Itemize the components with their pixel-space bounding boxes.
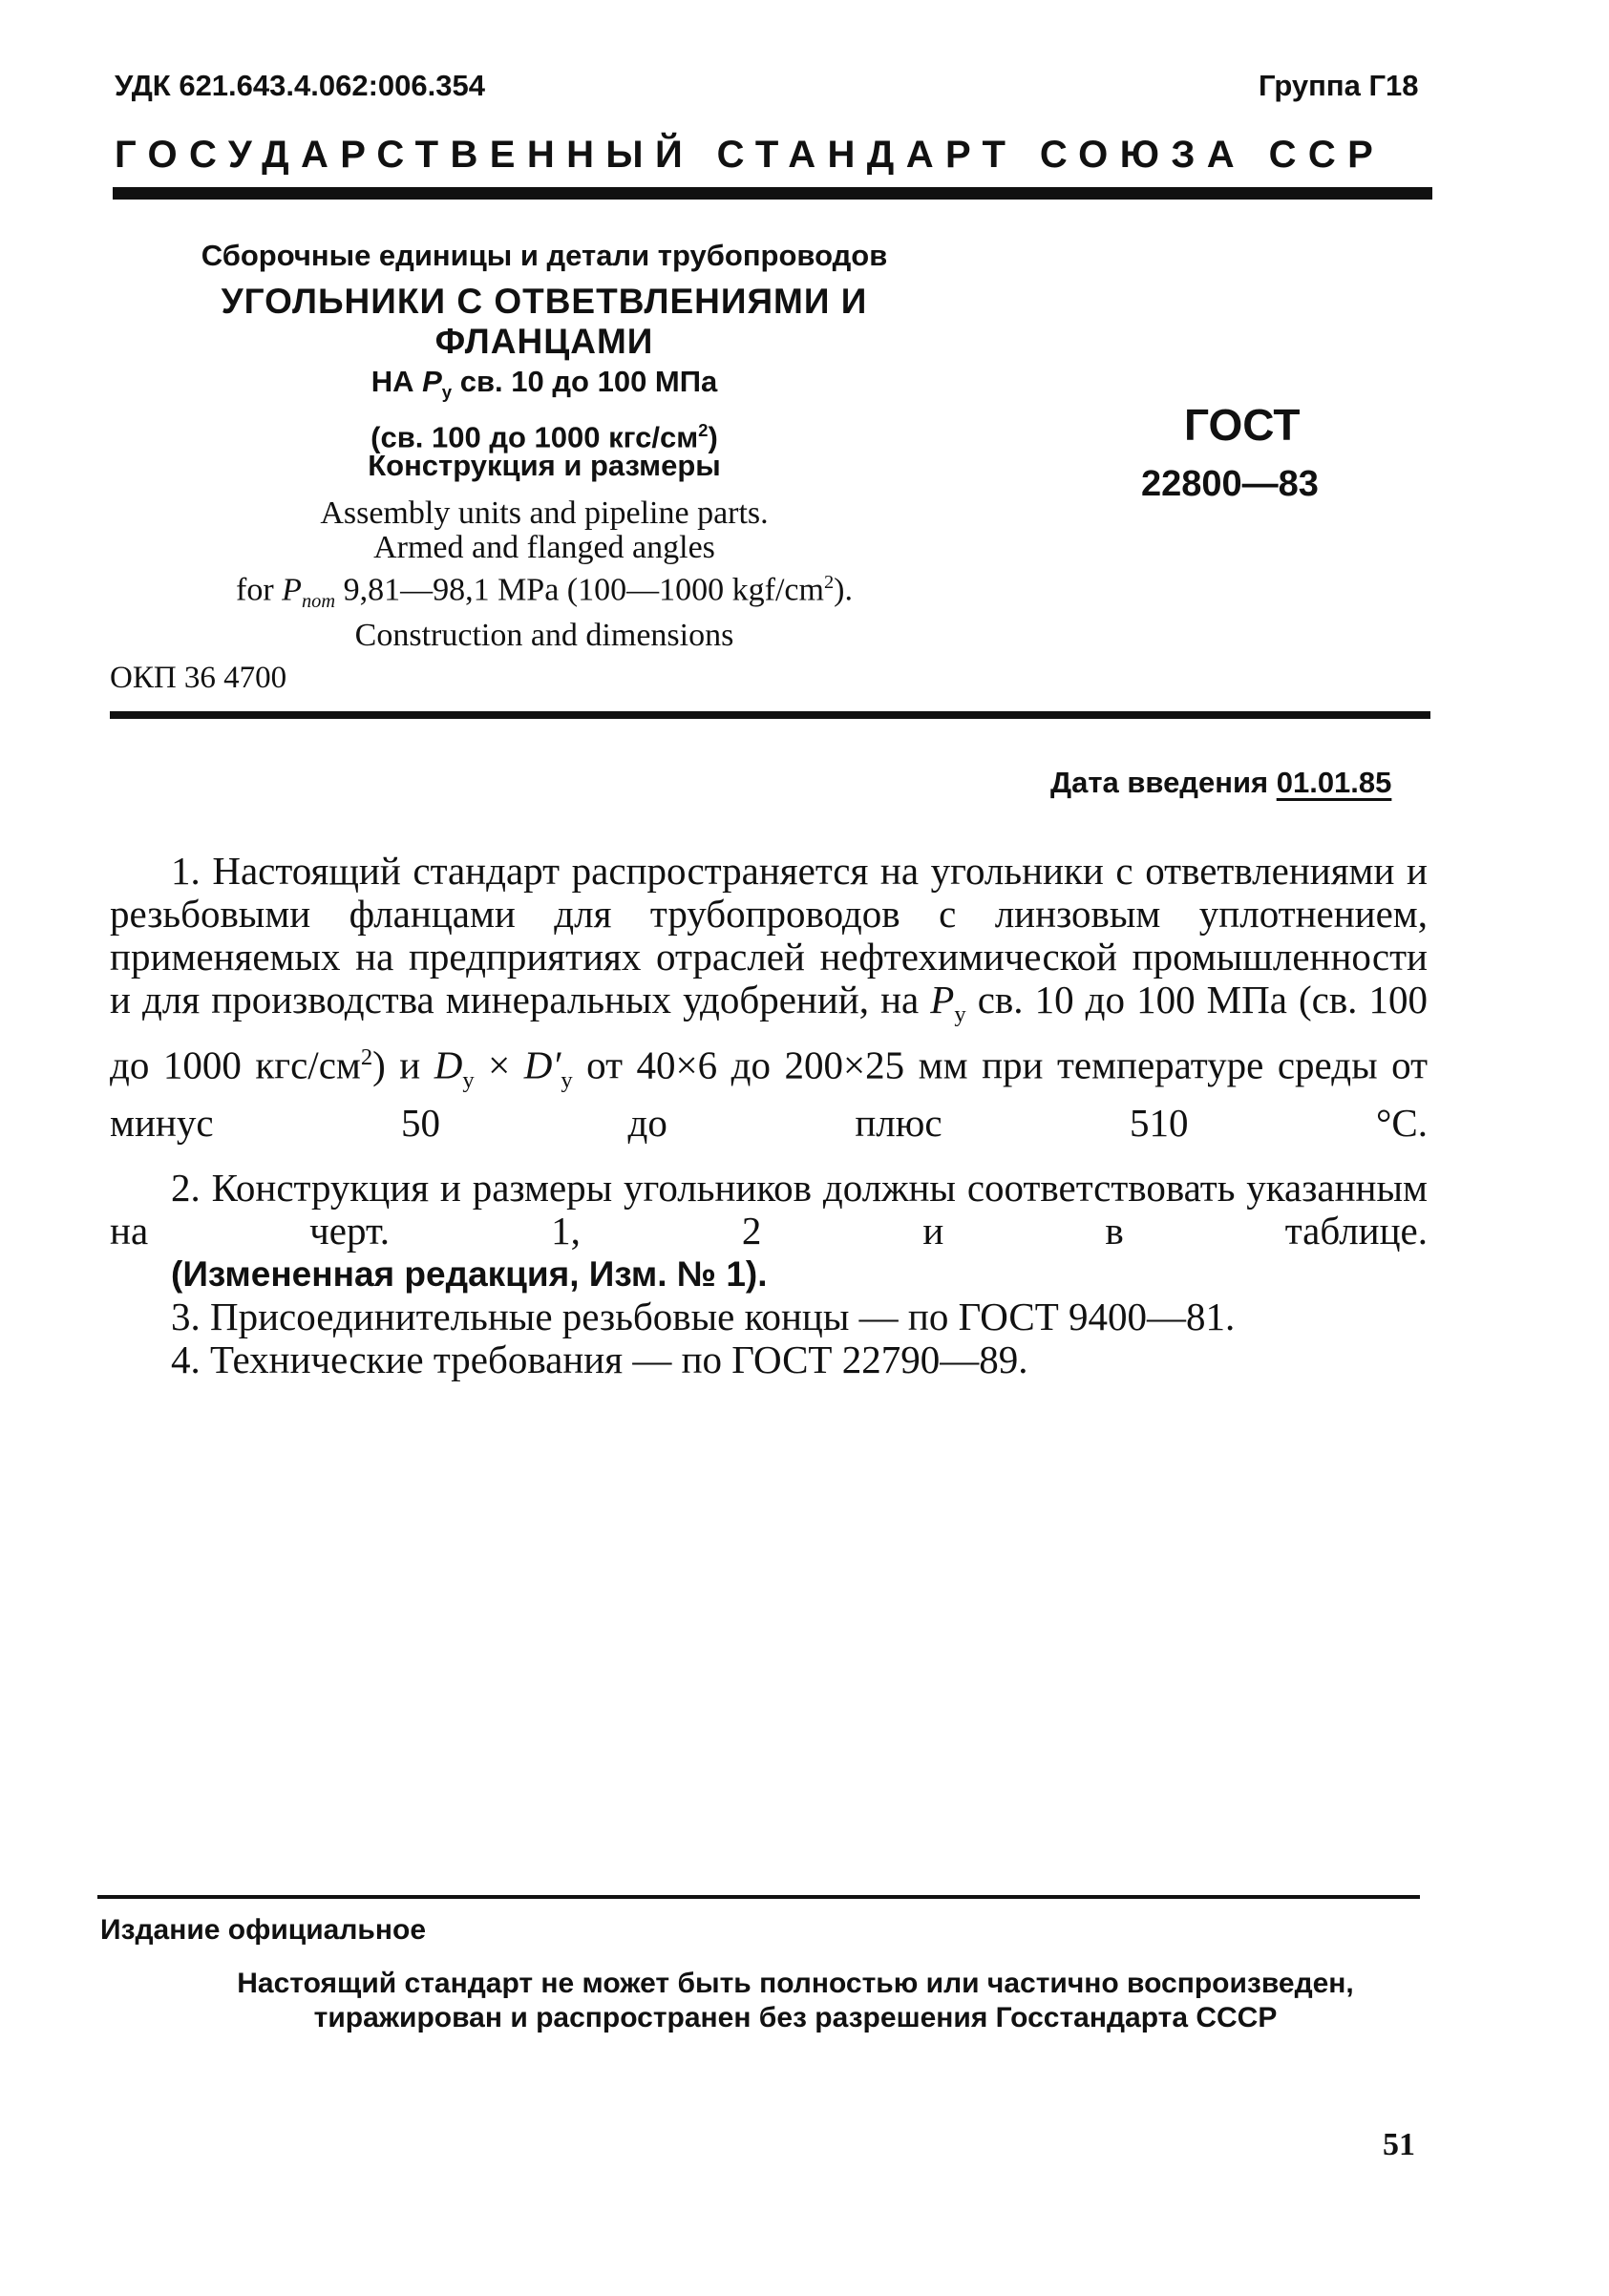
title-line-2: ФЛАНЦАМИ (434, 322, 654, 361)
group-code: Группа Г18 (1259, 69, 1419, 102)
official-edition-label: Издание официальное (100, 1914, 427, 1946)
reproduction-notice: Настоящий стандарт не может быть полностью или частично воспроизведен, тиражирован и распространен без разрешения Госстандарта СССР (237, 1968, 1354, 2033)
okp-rule (110, 711, 1430, 719)
footer-rule (97, 1895, 1420, 1899)
clause-4: 4. Технические требования — по ГОСТ 22790—89. (171, 1338, 1028, 1381)
pressure-range (172, 363, 917, 457)
date-label: Дата введения (1050, 766, 1277, 799)
clause-3: 3. Присоединительные резьбовые концы — по ГОСТ 9400—81. (171, 1295, 1236, 1338)
udk-code: УДК 621.643.4.062:006.354 (115, 69, 485, 102)
pressure-line-1: НА $P_у$ св. 10 до 100 МПа (370, 365, 718, 403)
english-line-4: Construction and dimensions (354, 618, 734, 654)
title-line-1: УГОЛЬНИКИ С ОТВЕТВЛЕНИЯМИ И (221, 282, 868, 321)
document-title (172, 282, 917, 362)
state-standard-heading: ГОСУДАРСТВЕННЫЙ СТАНДАРТ СОЮЗА ССР (115, 134, 1386, 176)
gost-label: ГОСТ (1184, 400, 1301, 450)
english-line-3: for $P_{nom}$ 9,81—98,1 MPa (100—1000 kgf/$cm^2$). (236, 572, 853, 613)
date-value: 01.01.85 (1276, 766, 1392, 799)
gost-number: 22800—83 (1141, 464, 1319, 504)
introduction-date (1050, 766, 1391, 800)
clause-1: 1. Настоящий стандарт распространяется на угольники с ответвлениями и резьбовыми фланцами для трубопроводов с линзовым уплотнением, применяемых на предприятиях отраслей нефтехимической промышленности и для производства минеральных удобрений, на $P_у$ св. 10 до 100 МПа (св. 100 до 1000 кгс/$см^2$) и $D_у \times D'_у$ от 40×6 до 200×25 мм при температуре среды от минус 50 до плюс 510 °С. (110, 849, 1429, 1146)
okp-code: ОКП 36 4700 (110, 661, 287, 695)
construction-subtitle: Конструкция и размеры (368, 449, 721, 482)
header-rule (113, 187, 1432, 200)
pressure-line-2: (св. 100 до 1000 кгс/$см^2$) (370, 420, 718, 454)
clause-2-amendment: (Измененная редакция, Изм. № 1). (171, 1254, 768, 1294)
english-line-2: Armed and flanged angles (373, 530, 715, 565)
page-number: 51 (1383, 2127, 1415, 2162)
subject-line: Сборочные единицы и детали трубопроводов (201, 239, 888, 272)
english-title (172, 496, 917, 653)
clause-2: 2. Конструкция и размеры угольников должны соответствовать указанным на черт. 1, 2 и в таблице. (110, 1166, 1428, 1253)
english-line-1: Assembly units and pipeline parts. (320, 495, 769, 531)
